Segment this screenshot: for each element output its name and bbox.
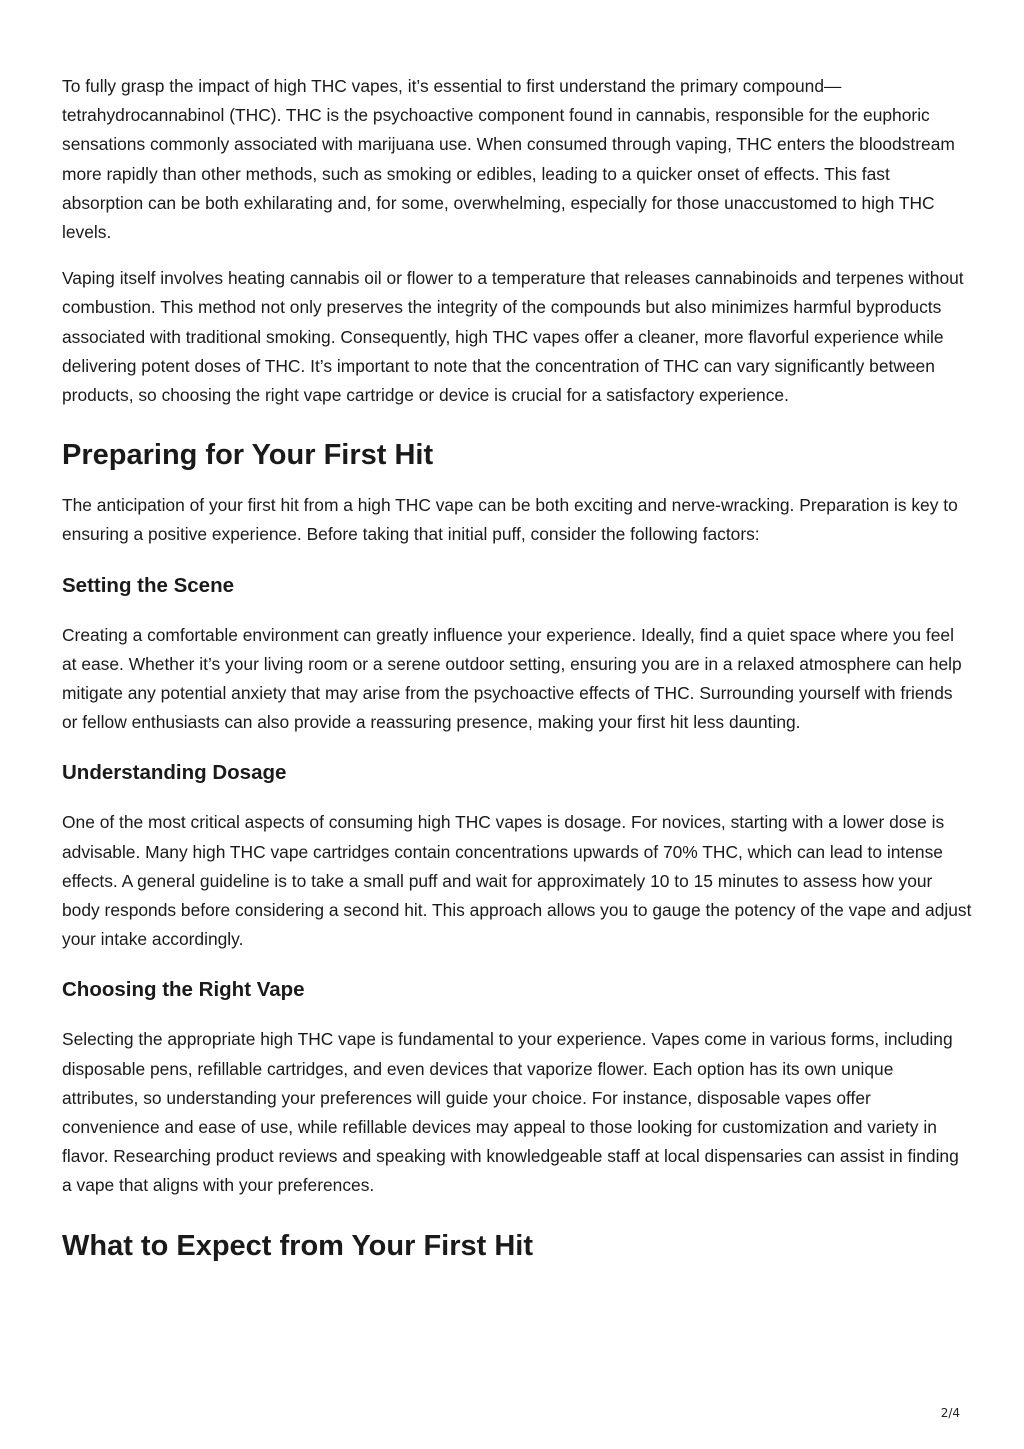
section-heading-what-to-expect: What to Expect from Your First Hit <box>62 1229 534 1262</box>
subheading-understanding-dosage: Understanding Dosage <box>62 761 287 785</box>
preparing-intro-paragraph: The anticipation of your first hit from a high THC vape can be both exciting and nerve-wracking. Preparation is key to ensuring a positive experience. Before taking that initial puff, consider the following factors: <box>62 495 958 545</box>
page-number: 2/4 <box>940 1406 960 1420</box>
section-heading-preparing: Preparing for Your First Hit <box>62 439 434 472</box>
intro-paragraph-1: To fully grasp the impact of high THC vapes, it’s essential to first understand the primary compound—tetrahydrocannabinol (THC). THC is the psychoactive component found in cannabis, responsible for the euphoric sensations commonly associated with marijuana use. When consumed through vaping, THC enters the bloodstream more rapidly than other methods, such as smoking or edibles, leading to a quicker onset of effects. This fast absorption can be both exhilarating and, for some, overwhelming, especially for those unaccustomed to high THC levels. <box>62 76 955 243</box>
setting-the-scene-paragraph: Creating a comfortable environment can greatly influence your experience. Ideally, find a quiet space where you feel at ease. Whether it’s your living room or a serene outdoor setting, ensuring you are in a relaxed atmosphere can help mitigate any potential anxiety that may arise from the psychoactive effects of THC. Surrounding yourself with friends or fellow enthusiasts can also provide a reassuring presence, making your first hit less daunting. <box>62 624 962 733</box>
document-page <box>62 72 972 1282</box>
subheading-setting-the-scene: Setting the Scene <box>62 573 235 597</box>
intro-paragraph-2: Vaping itself involves heating cannabis oil or flower to a temperature that releases cannabinoids and terpenes without combustion. This method not only preserves the integrity of the compounds but also minimizes harmful byproducts associated with traditional smoking. Consequently, high THC vapes offer a cleaner, more flavorful experience while delivering potent doses of THC. It’s important to note that the concentration of THC can vary significantly between products, so choosing the right vape cartridge or device is crucial for a satisfactory experience. <box>62 268 964 406</box>
subheading-choosing-the-right-vape: Choosing the Right Vape <box>62 978 305 1002</box>
understanding-dosage-paragraph: One of the most critical aspects of consuming high THC vapes is dosage. For novices, starting with a lower dose is advisable. Many high THC vape cartridges contain concentrations upwards of 70% THC, which can lead to intense effects. A general guideline is to take a small puff and wait for approximately 10 to 15 minutes to assess how your body responds before considering a second hit. This approach allows you to gauge the potency of the vape and adjust your intake accordingly. <box>62 812 972 950</box>
choosing-the-right-vape-paragraph: Selecting the appropriate high THC vape is fundamental to your experience. Vapes come in various forms, including disposable pens, refillable cartridges, and even devices that vaporize flower. Each option has its own unique attributes, so understanding your preferences will guide your choice. For instance, disposable vapes offer convenience and ease of use, while refillable devices may appeal to those looking for customization and variety in flavor. Researching product reviews and speaking with knowledgeable staff at local dispensaries can assist in finding a vape that aligns with your preferences. <box>62 1029 959 1196</box>
